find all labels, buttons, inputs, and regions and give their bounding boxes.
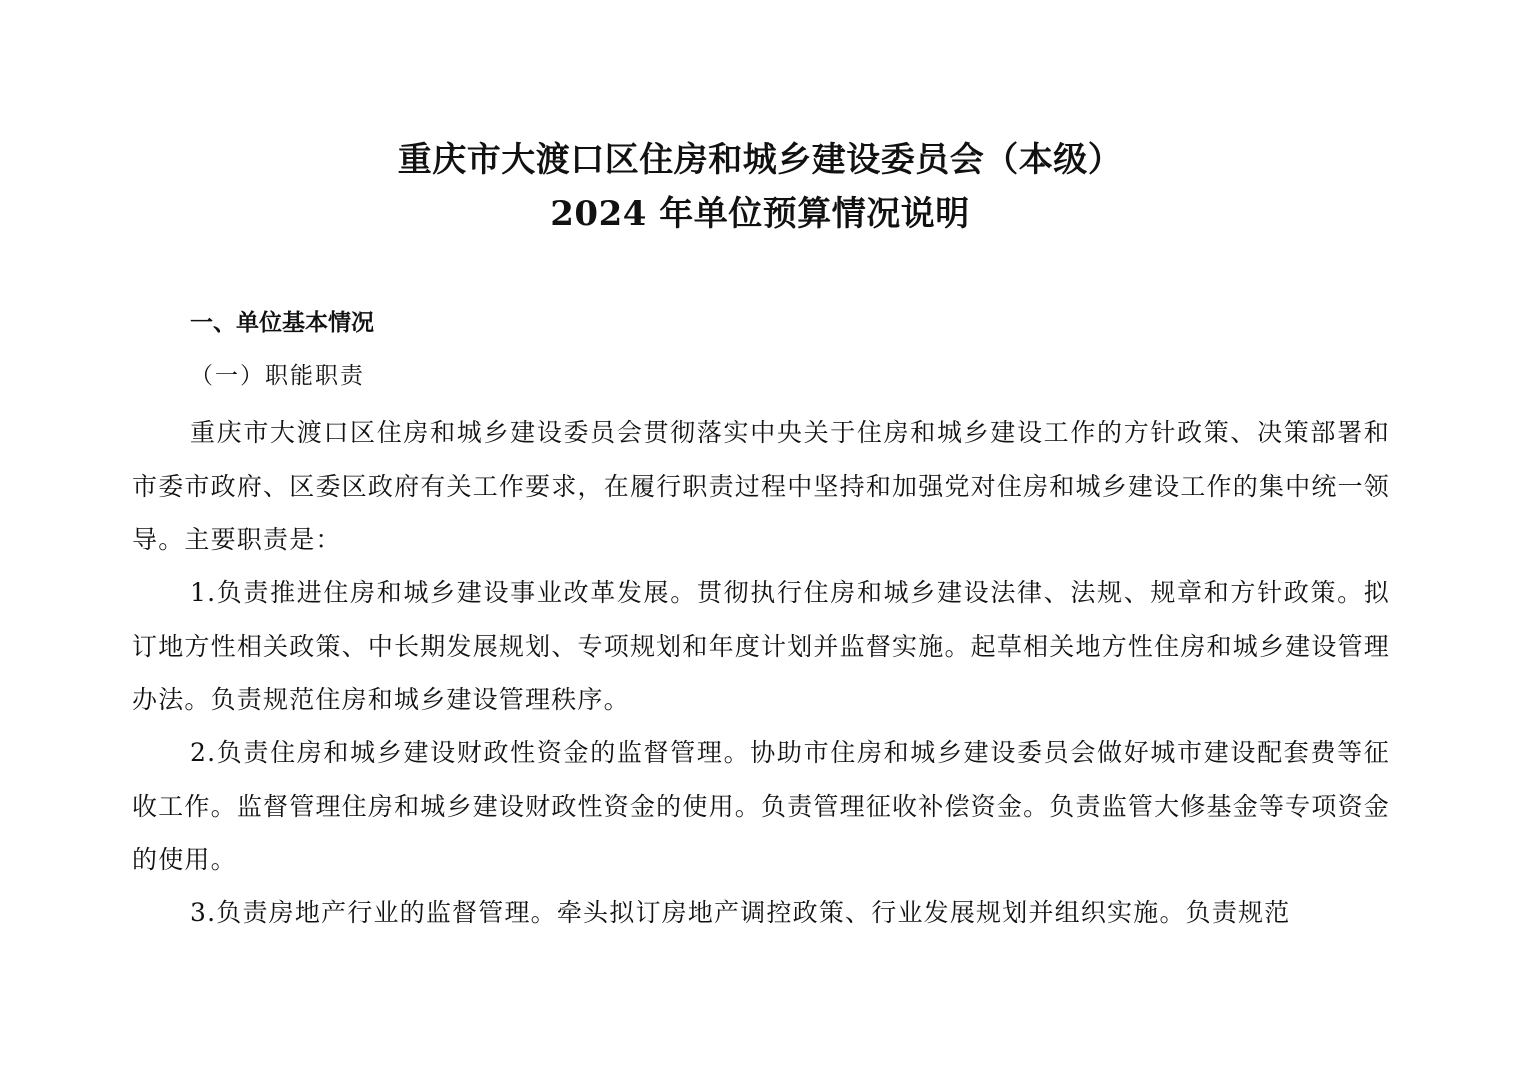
paragraph-duty-1: 1.负责推进住房和城乡建设事业改革发展。贯彻执行住房和城乡建设法律、法规、规章和方针政策。拟订地方性相关政策、中长期发展规划、专项规划和年度计划并监督实施。起草相关地方性住房和城乡建设管理办法。负责规范住房和城乡建设管理秩序。: [132, 578, 1390, 714]
document-title-line2: 2024 年单位预算情况说明: [550, 194, 970, 234]
paragraph-intro: 重庆市大渡口区住房和城乡建设委员会贯彻落实中央关于住房和城乡建设工作的方针政策、决策部署和市委市政府、区委区政府有关工作要求，在履行职责过程中坚持和加强党对住房和城乡建设工作的集中统一领导。主要职责是：: [132, 418, 1390, 554]
paragraph-duty-2: 2.负责住房和城乡建设财政性资金的监督管理。协助市住房和城乡建设委员会做好城市建设配套费等征收工作。监督管理住房和城乡建设财政性资金的使用。负责管理征收补偿资金。负责监管大修基金等专项资金的使用。: [132, 738, 1390, 874]
section-heading: 一、单位基本情况: [190, 310, 374, 336]
paragraph-duty-3: 3.负责房地产行业的监督管理。牵头拟订房地产调控政策、行业发展规划并组织实施。负责规范: [190, 898, 1291, 927]
document-title-line1: 重庆市大渡口区住房和城乡建设委员会（本级）: [397, 140, 1123, 180]
subsection-heading: （一）职能职责: [190, 363, 365, 389]
